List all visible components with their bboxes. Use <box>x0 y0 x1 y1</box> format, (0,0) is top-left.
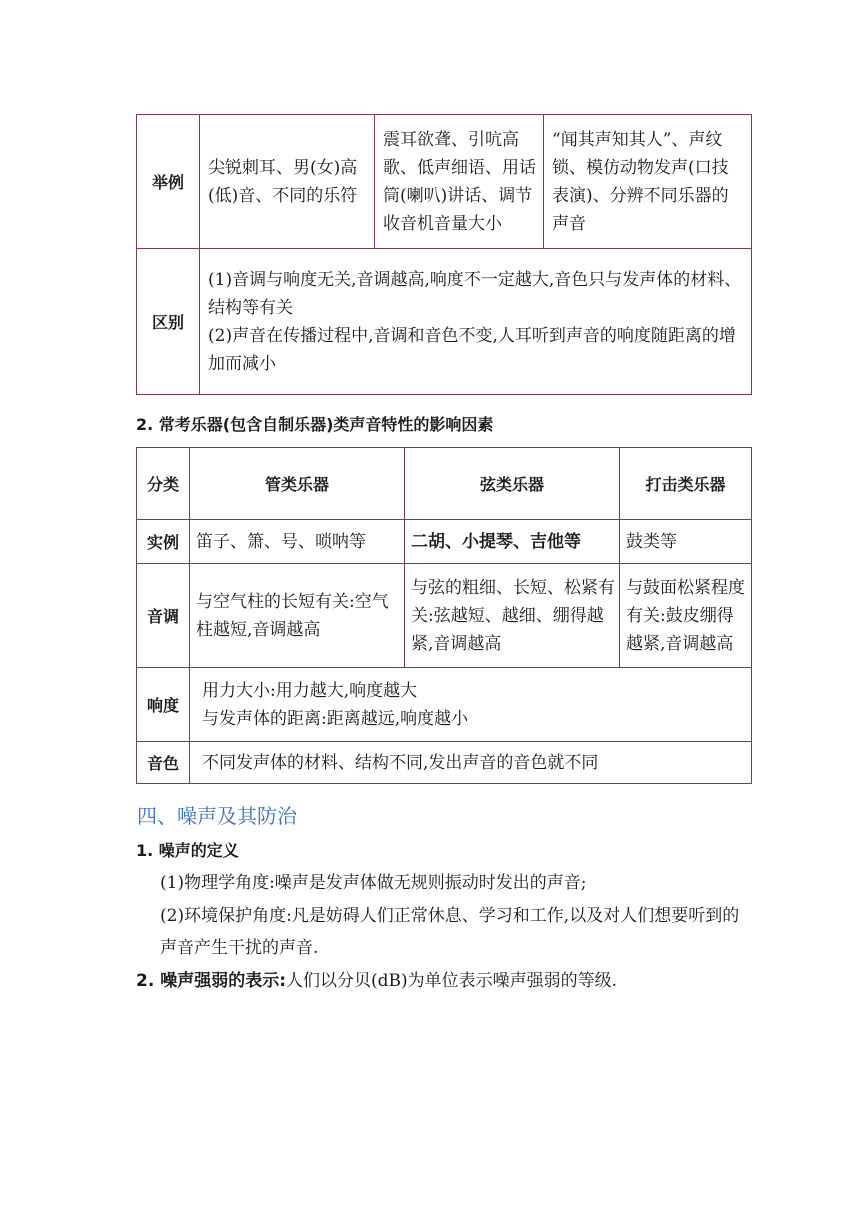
example-wind: 笛子、箫、号、唢呐等 <box>190 520 405 564</box>
pitch-string: 与弦的粗细、长短、松紧有关:弦越短、越细、绷得越紧,音调越高 <box>405 564 620 668</box>
example-string: 二胡、小提琴、吉他等 <box>405 520 620 564</box>
difference-cell <box>200 249 752 395</box>
row-label-loudness: 响度 <box>137 668 190 742</box>
difference-point-2: (2)声音在传播过程中,音调和音色不变,人耳听到声音的响度随距离的增加而减小 <box>208 325 736 374</box>
header-string: 弦类乐器 <box>405 448 620 520</box>
noise-definition-physics: (1)物理学角度:噪声是发声体做无规则振动时发出的声音; <box>160 873 587 893</box>
row-label-timbre: 音色 <box>137 742 190 784</box>
loudness-line-2: 与发声体的距离:距离越远,响度越小 <box>202 708 469 729</box>
header-wind: 管类乐器 <box>190 448 405 520</box>
instrument-factors-heading: 2. 常考乐器(包含自制乐器)类声音特性的影响因素 <box>136 415 494 434</box>
noise-level-heading: 2. 噪声强弱的表示: <box>136 971 287 991</box>
header-percussion: 打击类乐器 <box>620 448 752 520</box>
example-loudness: 震耳欲聋、引吭高歌、低声细语、用话筒(喇叭)讲话、调节收音机音量大小 <box>375 115 544 249</box>
noise-definition-heading: 1. 噪声的定义 <box>136 841 239 860</box>
pitch-wind: 与空气柱的长短有关:空气柱越短,音调越高 <box>190 564 405 668</box>
sound-characteristics-table <box>136 114 752 395</box>
example-pitch: 尖锐刺耳、男(女)高(低)音、不同的乐符 <box>200 115 375 249</box>
loudness-cell <box>190 668 752 742</box>
row-label-pitch: 音调 <box>137 564 190 668</box>
row-label-difference: 区别 <box>137 249 200 395</box>
difference-point-1: (1)音调与响度无关,音调越高,响度不一定越大,音色只与发声体的材料、结构等有关 <box>208 269 742 318</box>
header-category: 分类 <box>137 448 190 520</box>
pitch-percussion: 与鼓面松紧程度有关:鼓皮绷得越紧,音调越高 <box>620 564 752 668</box>
row-label-example: 举例 <box>137 115 200 249</box>
noise-level-text: 人们以分贝(dB)为单位表示噪声强弱的等级. <box>286 971 618 991</box>
noise-definition-environment: (2)环境保护角度:凡是妨碍人们正常休息、学习和工作,以及对人们想要听到的声音产生干扰的声音. <box>160 906 740 958</box>
loudness-line-1: 用力大小:用力越大,响度越大 <box>202 680 418 701</box>
example-timbre: “闻其声知其人”、声纹锁、模仿动物发声(口技表演)、分辨不同乐器的声音 <box>544 115 752 249</box>
section-title-noise: 四、噪声及其防治 <box>137 804 297 828</box>
example-percussion: 鼓类等 <box>620 520 752 564</box>
instrument-factors-table <box>136 447 752 784</box>
timbre-cell: 不同发声体的材料、结构不同,发出声音的音色就不同 <box>190 742 752 784</box>
noise-level-line <box>136 966 617 991</box>
row-label-instance: 实例 <box>137 520 190 564</box>
